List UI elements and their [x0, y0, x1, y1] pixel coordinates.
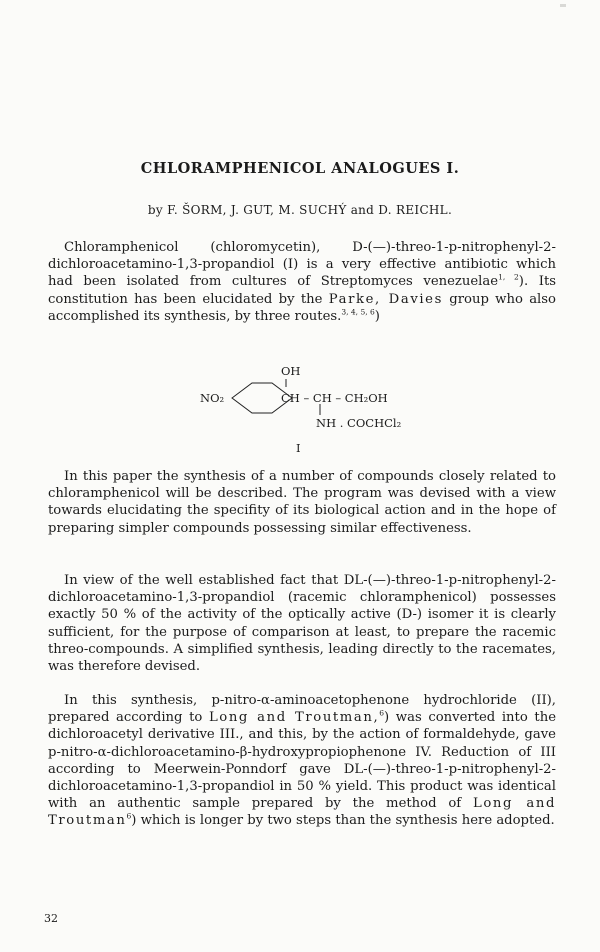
- synthesis-spaced-name: Long and Troutman: [48, 796, 556, 829]
- paragraph-program: [48, 468, 556, 537]
- ref-sup: 6: [126, 812, 132, 822]
- compound-number-label: I: [296, 441, 301, 455]
- ref-sup: 1, 2: [498, 273, 519, 283]
- intro-spaced-name: Parke, Davies: [328, 291, 443, 307]
- author-line: by F. ŠORM, J. GUT, M. SUCHÝ and D. REICHL.: [147, 203, 453, 217]
- synthesis-spaced-name: Long and Troutman,: [208, 710, 380, 726]
- intro-text-a: Chloramphenicol (chloromycetin), D-(—)-threo-1-p-nitrophenyl-2-dichloroacetamino-1,3-propandiol (I) is a very effective antibiotic which had been isolated from cultures of Streptomyces venezuelae: [48, 240, 556, 290]
- side-chain-label: CH – CH – CH₂OH: [281, 391, 388, 405]
- paragraph-synthesis: [48, 692, 556, 830]
- page-number: 32: [44, 912, 58, 925]
- article-title: CHLORAMPHENICOL ANALOGUES I.: [140, 160, 460, 177]
- intro-text-d: ): [374, 308, 380, 324]
- paragraph-racemate: [48, 572, 556, 675]
- program-text: In this paper the synthesis of a number of compounds closely related to chloramphenicol will be described. The program was devised with a view towards elucidating the specifity of its biological action and in the hope of preparing simpler compounds possessing similar effectiveness.: [48, 469, 556, 536]
- synthesis-text-b: ) was converted into the dichloroacetyl derivative III., and this, by the action of formaldehyde, gave p-nitro-α-dichloroacetamino-β-hydroxypropiophenone IV. Reduction of III according to Meerwein-Ponndorf gave DL-(—)-threo-1-p-nitrophenyl-2-dichloroacetamino-1,3-propandiol in 50 % yield. This product was identical with an authentic sample prepared by the method of: [48, 710, 556, 812]
- racemate-text: In view of the well established fact that DL-(—)-threo-1-p-nitrophenyl-2-dichloroacetamino-1,3-propandiol (racemic chloramphenicol) possesses exactly 50 % of the activity of the optically active (D-) isomer it is clearly sufficient, for the purpose of comparison at least, to prepare the racemic threo-compounds. A simplified synthesis, leading directly to the racemates, was therefore devised.: [48, 573, 556, 675]
- intro-text-c: group who also accomplished its synthesis, by three routes.: [48, 291, 556, 324]
- ref-sup: 6: [379, 708, 385, 718]
- ref-sup: 3, 4, 5, 6: [341, 307, 375, 317]
- hydroxyl-label: OH: [281, 364, 301, 378]
- synthesis-text-c: ) which is longer by two steps than the synthesis here adopted.: [131, 813, 555, 829]
- synthesis-text-a: In this synthesis, p-nitro-α-aminoacetophenone hydrochloride (II), prepared according to: [48, 693, 556, 726]
- amide-group-label: NH . COCHCl₂: [316, 416, 402, 430]
- nitro-group-label: NO₂: [200, 391, 225, 405]
- intro-text-b: ). Its constitution has been elucidated by the: [48, 274, 557, 307]
